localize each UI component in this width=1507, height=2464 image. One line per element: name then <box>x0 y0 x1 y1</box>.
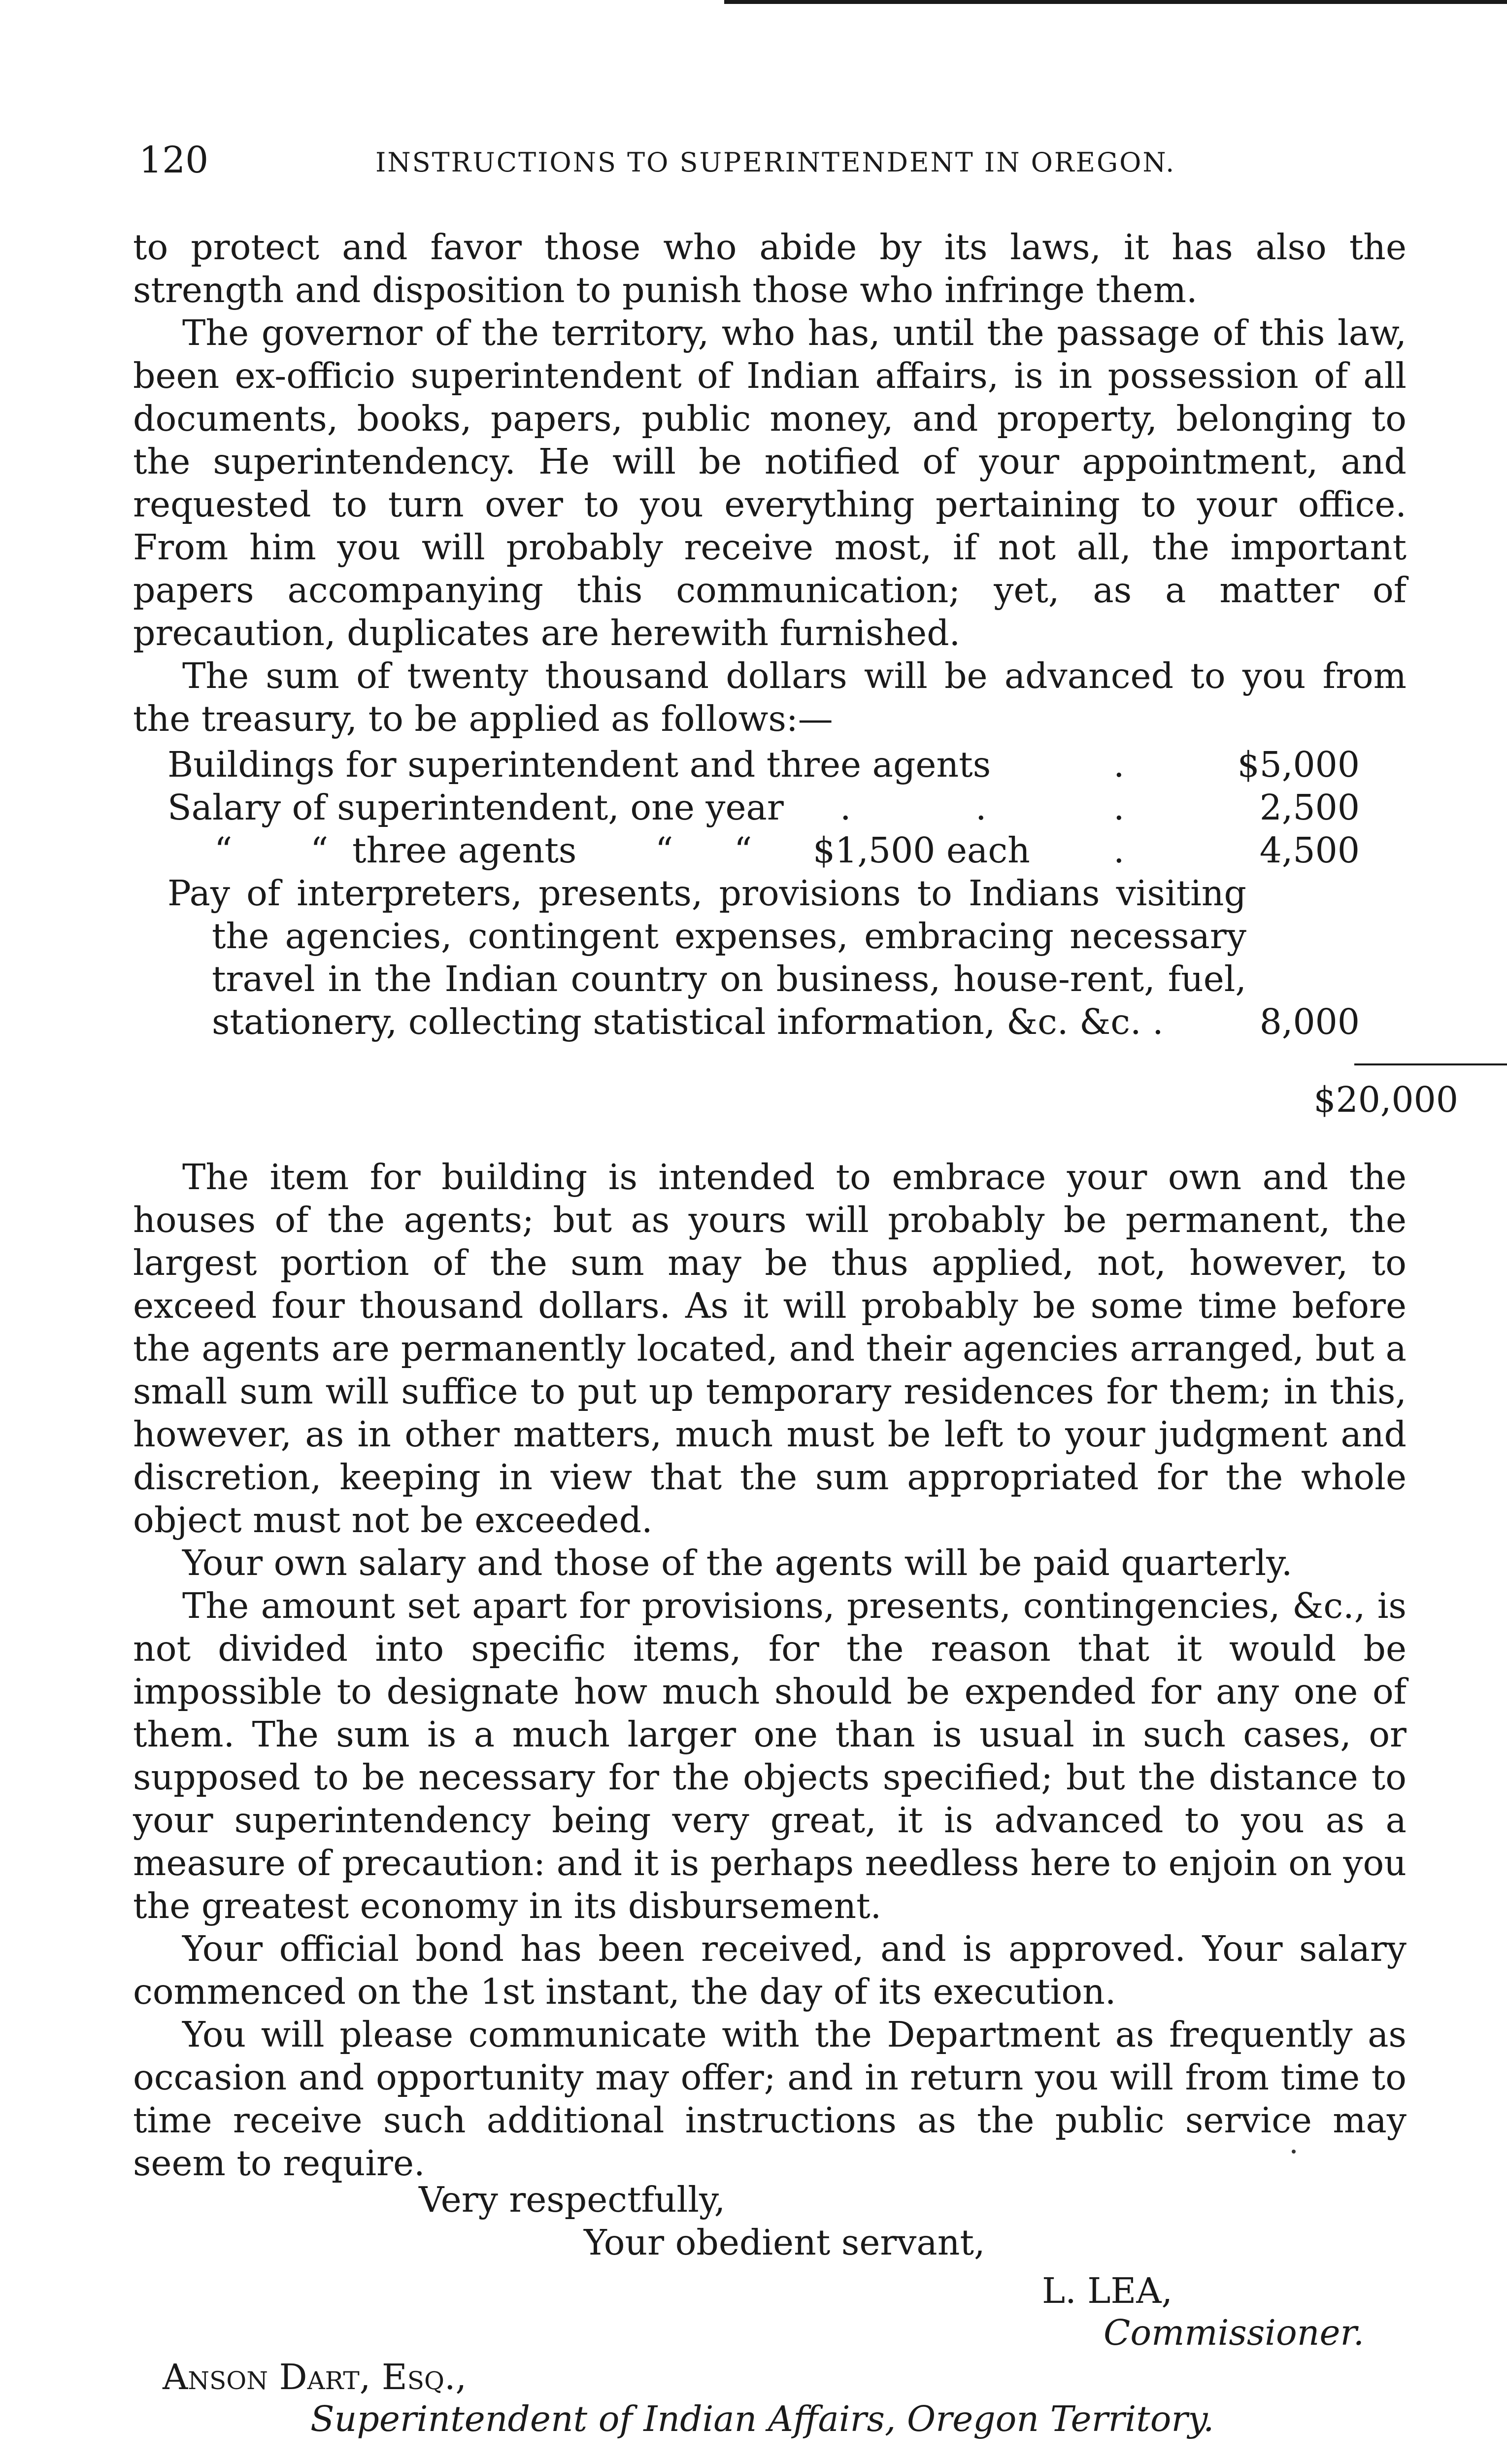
ledger-row-buildings <box>167 743 1360 786</box>
paragraph-continued: to protect and favor those who abide by its laws, it has also the strength and disposition to punish those who infringe them. <box>133 227 1407 310</box>
ledger-row-pay-interpreters <box>167 872 1360 1043</box>
paragraph-sum-intro: The sum of twenty thousand dollars will be advanced to you from the treasury, to be applied as follows:— <box>133 655 1407 739</box>
top-border-rule <box>724 0 1507 4</box>
appropriation-ledger <box>167 743 1360 1043</box>
paragraph-provisions: The amount set apart for provisions, presents, contingencies, &c., is not divided into specific items, for the reason that it would be impossible to designate how much should be expended for any one of them. The sum is a much larger one than is usual in such cases, or supposed to be necessary for the objects specified; but the distance to your superintendency being very great, it is advanced to you as a measure of precaution: and it is perhaps needless here to enjoin on you the greatest economy in its disbursement. <box>133 1585 1407 1926</box>
leader-dot: . <box>1113 787 1125 828</box>
paragraph-communicate: You will please communicate with the Department as frequently as occasion and opportunity may offer; and in return you will from time to time receive such additional instructions as the public service may seem to require. <box>133 2014 1407 2184</box>
paragraph-salary: Your own salary and those of the agents will be paid quarterly. <box>182 1542 1293 1583</box>
page-number: 120 <box>139 139 209 181</box>
signer-title: Commissioner. <box>1104 2312 1365 2353</box>
ledger-row-salary-superintendent <box>167 786 1360 829</box>
closing-respectfully: Very respectfully, <box>419 2179 726 2220</box>
signer-name: L. LEA, <box>1042 2270 1173 2311</box>
ditto-mark: “ <box>310 830 329 871</box>
ledger-amount: 4,500 <box>1259 830 1360 871</box>
ditto-mark: “ <box>655 830 673 871</box>
ledger-amount: 2,500 <box>1259 787 1360 828</box>
leader-dot: . <box>1113 744 1125 785</box>
ledger-total: $20,000 <box>1313 1079 1458 1120</box>
ledger-rate: $1,500 each <box>813 830 1030 871</box>
addressee-name: Anson Dart, Esq., <box>163 2357 467 2397</box>
paragraph-building: The item for building is intended to embrace your own and the houses of the agents; but as yours will probably be permanent, the largest portion of the sum may be thus applied, not, however, to exceed four thousand dollars. As it will probably be some time before the agents are permanently located, and their agencies arranged, but a small sum will suffice to put up temporary residences for them; in this, however, as in other matters, much must be left to your judgment and discretion, keeping in view that the sum appropriated for the whole object must not be exceeded. <box>133 1157 1407 1540</box>
ledger-amount: 8,000 <box>1259 1001 1360 1042</box>
ledger-amount: $5,000 <box>1237 744 1360 785</box>
ditto-mark: “ <box>734 830 752 871</box>
ledger-label: Salary of superintendent, one year <box>167 787 784 828</box>
paragraph-governor: The governor of the territory, who has, until the passage of this law, been ex-officio superintendent of Indian affairs, is in possession of all documents, books, papers, public money, and property, belonging to the superintendency. He will be notified of your appointment, and requested to turn over to you everything pertaining to your office. From him you will probably receive most, if not all, the important papers accompanying this communication; yet, as a matter of precaution, duplicates are herewith furnished. <box>133 312 1407 653</box>
print-speck <box>1292 2150 1296 2154</box>
ledger-label: Buildings for superintendent and three agents <box>167 744 991 785</box>
leader-dot: . <box>840 787 851 828</box>
ledger-label: three agents <box>352 830 577 871</box>
leader-dot: . <box>975 787 987 828</box>
addressee-title: Superintendent of Indian Affairs, Oregon Territory. <box>310 2398 1214 2439</box>
ditto-mark: “ <box>214 830 233 871</box>
paragraph-bond: Your official bond has been received, and is approved. Your salary commenced on the 1st instant, the day of its execution. <box>133 1928 1407 2012</box>
total-rule <box>1354 1063 1507 1065</box>
page-header <box>139 138 1400 182</box>
ledger-label: Pay of interpreters, presents, provisions to Indians visiting the agencies, contingent expenses, embracing necessary travel in the Indian country on business, house-rent, fuel, stationery, collecting statistical information, &c. &c. . <box>167 873 1246 1042</box>
closing-obedient-servant: Your obedient servant, <box>584 2222 985 2263</box>
leader-dot: . <box>1113 830 1125 871</box>
running-head: INSTRUCTIONS TO SUPERINTENDENT IN OREGON. <box>375 147 1176 178</box>
ledger-row-salary-agents <box>167 829 1360 872</box>
